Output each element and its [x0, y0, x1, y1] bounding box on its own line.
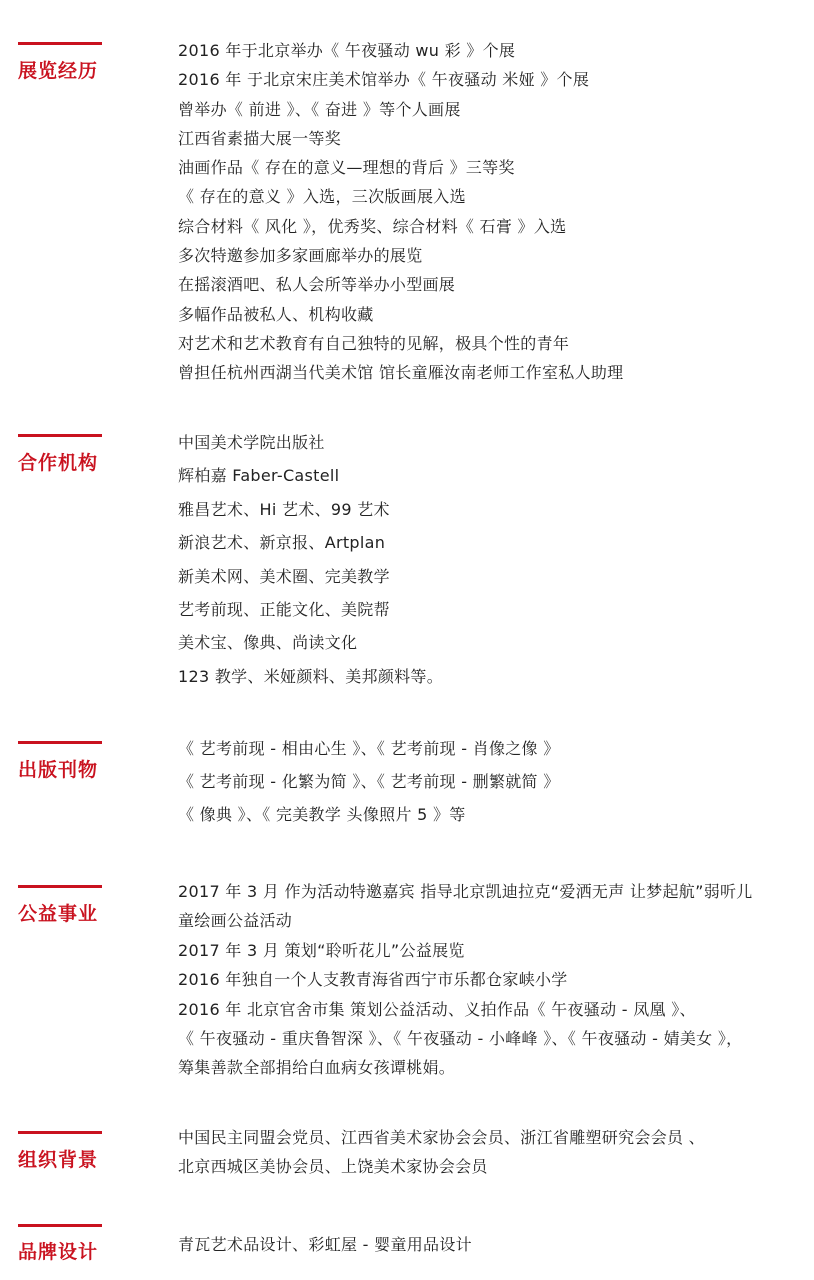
section-heading: 合作机构 [18, 452, 99, 474]
section-heading: 出版刊物 [18, 759, 99, 781]
list-item: 新美术网、美术圈、完美教学 [178, 566, 390, 586]
list-item: 江西省素描大展一等奖 [178, 128, 342, 148]
list-item: 对艺术和艺术教育有自己独特的见解，极具个性的青年 [178, 333, 570, 353]
list-item: 北京西城区美协会员、上饶美术家协会会员 [178, 1156, 488, 1176]
list-item: 曾举办《 前进 》、《 奋进 》等个人画展 [178, 99, 461, 119]
list-item: 《 存在的意义 》入选，三次版画展入选 [178, 187, 466, 207]
section-item-list [178, 732, 798, 831]
list-item: 雅昌艺术、Hi 艺术、99 艺术 [178, 499, 390, 519]
list-item: 油画作品《 存在的意义—理想的背后 》三等奖 [178, 158, 515, 178]
list-item: 曾担任杭州西湖当代美术馆 馆长童雁汝南老师工作室私人助理 [178, 363, 624, 383]
list-item: 青瓦艺术品设计、彩虹屋 - 婴童用品设计 [178, 1235, 472, 1254]
list-item: 多次特邀参加多家画廊举办的展览 [178, 246, 423, 266]
list-item: 在摇滚酒吧、私人会所等举办小型画展 [178, 275, 456, 295]
section-divider-bar [18, 1224, 102, 1227]
list-item: 筹集善款全部捐给白血病女孩谭桃娟。 [178, 1058, 456, 1078]
section-item-list [178, 1231, 798, 1259]
list-item: 综合材料《 风化 》，优秀奖、综合材料《 石膏 》入选 [178, 216, 567, 236]
list-item: 2017 年 3 月 作为活动特邀嘉宾 指导北京凯迪拉克“爱洒无声 让梦起航”弱听儿 [178, 882, 753, 901]
list-item: 123 教学、米娅颜料、美邦颜料等。 [178, 666, 444, 686]
list-item: 中国美术学院出版社 [178, 433, 325, 452]
list-item: 艺考前现、正能文化、美院帮 [178, 600, 390, 620]
list-item: 新浪艺术、新京报、Artplan [178, 533, 386, 553]
list-item: 童绘画公益活动 [178, 911, 293, 931]
section-heading: 组织背景 [18, 1149, 99, 1171]
list-item: 辉柏嘉 Faber-Castell [178, 466, 340, 486]
list-item: 2016 年 于北京宋庄美术馆举办《 午夜骚动 米娅 》个展 [178, 70, 590, 90]
list-item: 《 艺考前现 - 化繁为简 》、《 艺考前现 - 删繁就简 》 [178, 772, 560, 791]
list-item: 中国民主同盟会党员、江西省美术家协会会员、浙江省雕塑研究会会员 、 [178, 1128, 705, 1147]
list-item: 2016 年于北京举办《 午夜骚动 wu 彩 》个展 [178, 41, 516, 60]
list-item: 美术宝、像典、尚读文化 [178, 633, 358, 653]
section-item-list [178, 426, 798, 693]
section-divider-bar [18, 434, 102, 437]
list-item: 2016 年 北京官舍市集 策划公益活动、义拍作品《 午夜骚动 - 凤凰 》、 [178, 999, 696, 1019]
section-item-list [178, 36, 798, 388]
section-item-list [178, 877, 798, 1083]
section-divider-bar [18, 42, 102, 45]
list-item: 《 像典 》、《 完美教学 头像照片 5 》等 [178, 805, 466, 824]
section-divider-bar [18, 885, 102, 888]
section-heading: 展览经历 [18, 60, 99, 82]
list-item: 《 艺考前现 - 相由心生 》、《 艺考前现 - 肖像之像 》 [178, 739, 560, 758]
section-item-list [178, 1124, 798, 1181]
section-divider-bar [18, 741, 102, 744]
list-item: 多幅作品被私人、机构收藏 [178, 304, 374, 324]
list-item: 2017 年 3 月 策划“聆听花儿”公益展览 [178, 940, 465, 960]
list-item: 2016 年独自一个人支教青海省西宁市乐都仓家峡小学 [178, 970, 568, 990]
section-divider-bar [18, 1131, 102, 1134]
list-item: 《 午夜骚动 - 重庆鲁智深 》、《 午夜骚动 - 小峰峰 》、《 午夜骚动 - 婧美女 》， [178, 1029, 743, 1049]
section-heading: 品牌设计 [18, 1241, 99, 1263]
section-heading: 公益事业 [18, 903, 99, 925]
